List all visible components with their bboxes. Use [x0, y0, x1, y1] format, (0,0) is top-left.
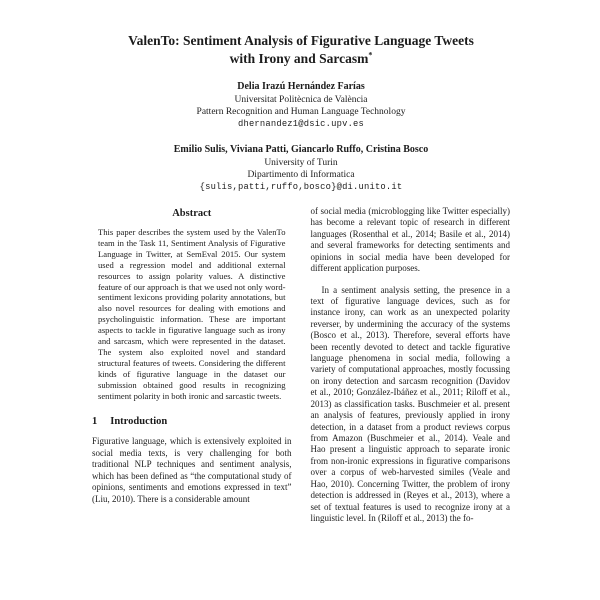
section-number: 1 [92, 416, 98, 428]
two-column-body [92, 206, 510, 524]
abstract-heading: Abstract [172, 207, 212, 219]
author-department: Dipartimento di Informatica [247, 169, 355, 180]
abstract-text: This paper describes the system used by the ValenTo team in the Task 11, Sentiment Analysis of Figurative Language in Twitter, at SemEval 2015. Our system used a regression model and additional external resources to assign polarity values. A distinctive feature of our approach is that we used not only word-sentiment lexicons providing polarity annotations, but also novel resources for dealing with emotions and psycholinguistic information. These are important aspects to tackle in figurative language such as irony and sarcasm, which were represented in the dataset. The system also exploited novel and standard structural features of tweets. Considering the different kinds of figurative language in the dataset our submission obtained good results in recognizing sentiment polarity in both ironic and sarcastic tweets. [98, 226, 286, 401]
author-name: Delia Irazú Hernández Farías [237, 81, 365, 93]
left-column [92, 206, 292, 524]
right-column [311, 206, 511, 524]
introduction-paragraph: Figurative language, which is extensively exploited in social media texts, is very challenging for both traditional NLP techniques and sentiment analysis, which has been defined as “the computational study of opinions, sentiments and emotions expressed in text” (Liu, 2010). There is a considerable amount [92, 436, 292, 504]
author-block-2 [92, 143, 510, 194]
author-department: Pattern Recognition and Human Language Technology [196, 106, 406, 117]
paper-title [92, 32, 510, 67]
paper-title-line1: ValenTo: Sentiment Analysis of Figurative Language Tweets [128, 33, 474, 48]
author-block-1 [92, 80, 510, 131]
author-name: Emilio Sulis, Viviana Patti, Giancarlo Ruffo, Cristina Bosco [173, 144, 429, 156]
section-title: Introduction [110, 416, 168, 428]
paper-title-line2: with Irony and Sarcasm [229, 50, 369, 66]
right-column-paragraph-1: of social media (microblogging like Twitter especially) has become a relevant topic of research in different languages (Rosenthal et al., 2014; Basile et al., 2014) and several frameworks for detecting sentiments and opinions in social media have been developed for different application purposes. [310, 205, 510, 274]
author-email: {sulis,patti,ruffo,bosco}@di.unito.it [199, 182, 403, 193]
right-column-paragraph-2: In a sentiment analysis setting, the presence in a text of figurative language devices, such as for instance irony, can work as an unexpected polarity reverser, by undermining the accuracy of the systems (Bosco et al., 2013). Therefore, several efforts have been recently devoted to detect and tackle figurative language phenomena in social media, following a variety of computational approaches, mostly focussing on irony detection and sarcasm recognition (Davidov et al., 2010; González-Ibáñez et al., 2011; Riloff et al., 2013) as classification tasks. Buschmeier et al. present an analysis of features, previously applied in irony detection, in a dataset from a product reviews corpus from Amazon (Buschmeier et al., 2014). Veale and Hao present a linguistic approach to separate ironic from non-ironic expressions in figurative comparisons over a corpus of web-harvested similes (Veale and Hao, 2010). Concerning Twitter, the problem of irony detection is addressed in (Reyes et al., 2013), where a set of textual features is used to recognize irony at a linguistic level. In (Riloff et al., 2013) the fo- [310, 284, 510, 523]
author-section [92, 80, 510, 194]
author-affiliation: Universitat Politècnica de València [234, 94, 368, 105]
author-email: dhernandez1@dsic.upv.es [237, 119, 365, 130]
author-affiliation: University of Turin [264, 157, 338, 168]
section-heading-introduction [92, 416, 292, 427]
title-footnote-marker: * [368, 50, 373, 60]
